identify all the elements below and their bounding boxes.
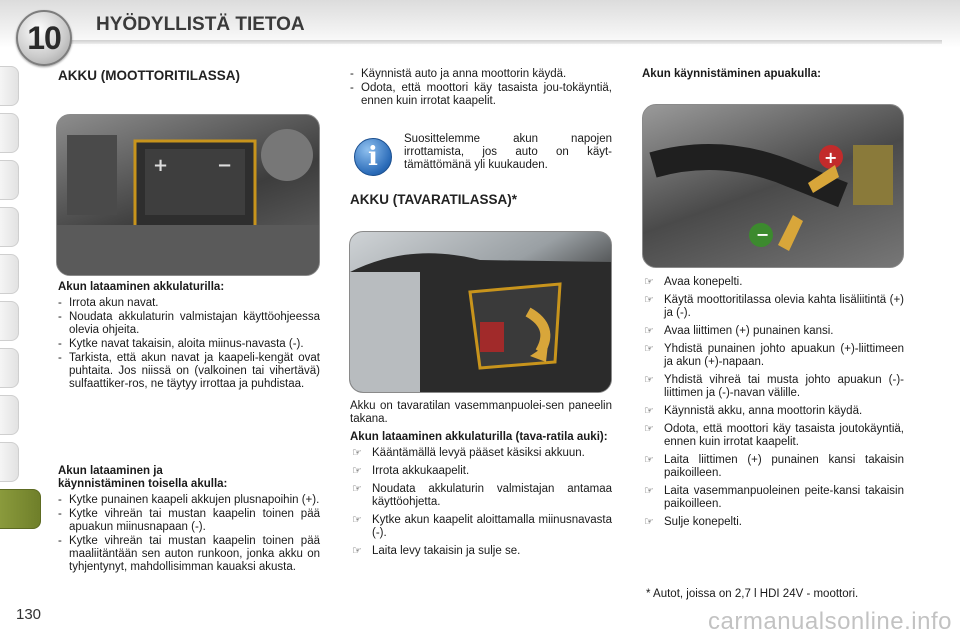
page-number: 130: [16, 606, 42, 623]
restart-step-list: [350, 68, 612, 108]
list-item: ☞ Laita vasemmanpuoleinen peite-kansi takaisin paikoilleen.: [642, 485, 904, 511]
list-item: ☞ Avaa konepelti.: [642, 276, 904, 289]
section-heading-engine-battery: AKKU (MOOTTORITILASSA): [58, 68, 240, 83]
charge-instructions-trunk: [350, 431, 612, 563]
restart-steps: [350, 68, 612, 109]
list-item: - Kytke vihreän tai mustan kaapelin toinen pää apuakun miinusnapaan (-).: [58, 508, 320, 534]
chapter-tab[interactable]: [0, 395, 19, 435]
section-heading-trunk-battery: AKKU (TAVARATILASSA)*: [350, 192, 517, 207]
chapter-tab[interactable]: [0, 348, 19, 388]
svg-text:−: −: [217, 155, 233, 176]
chapter-tab[interactable]: [0, 301, 19, 341]
engine-battery-photo: [56, 114, 320, 276]
trunk-battery-photo: [349, 231, 612, 393]
list-item: - Noudata akkulaturin valmistajan käyttöohjeessa olevia ohjeita.: [58, 311, 320, 337]
svg-text:+: +: [153, 155, 169, 176]
trunk-battery-location: Akku on tavaratilan vasemmanpuolei-sen paneelin takana.: [350, 400, 612, 425]
chapter-tab[interactable]: [0, 113, 19, 153]
chapter-tab[interactable]: [0, 442, 19, 482]
chapter-tab[interactable]: [0, 207, 19, 247]
jump-start-steps: [642, 276, 904, 534]
jump-points-illustration: [643, 105, 903, 267]
list-item: ☞ Avaa liittimen (+) punainen kansi.: [642, 325, 904, 338]
list-item: - Kytke navat takaisin, aloita miinus-navasta (-).: [58, 338, 320, 351]
chapter-badge: 10: [16, 10, 72, 66]
jump-start-step-list: [642, 276, 904, 529]
jump-step-list: [58, 494, 320, 574]
chapter-tab[interactable]: [0, 66, 19, 106]
subheading-charge-trunk: Akun lataaminen akkulaturilla (tava-ratila auki):: [350, 431, 608, 443]
list-item: ☞ Käytä moottoritilassa olevia kahta lisäliitintä (+) ja (-).: [642, 294, 904, 320]
list-item: ☞ Laita liittimen (+) punainen kansi takaisin paikoilleen.: [642, 454, 904, 480]
chapter-tabs: [0, 66, 30, 536]
footnote: * Autot, joissa on 2,7 l HDI 24V - moottori.: [646, 588, 859, 600]
trunk-battery-illustration: [350, 232, 611, 392]
list-item: ☞ Yhdistä punainen johto apuakun (+)-liittimeen ja akun (+)-napaan.: [642, 343, 904, 369]
list-item: ☞ Kytke akun kaapelit aloittamalla miinusnavasta (-).: [350, 514, 612, 540]
list-item: ☞ Odota, että moottori käy tasaista joutokäyntiä, ennen kuin irrotat kaapelit.: [642, 423, 904, 449]
list-item: ☞ Irrota akkukaapelit.: [350, 465, 612, 478]
info-note: Suosittelemme akun napojen irrottamista, jos auto on käyt-tämättömänä yli kuukauden.: [404, 133, 612, 171]
svg-text:−: −: [756, 225, 770, 244]
list-item: - Irrota akun navat.: [58, 297, 320, 310]
list-item: ☞ Yhdistä vihreä tai musta johto apuakun (-)-liittimen ja (-)-navan välille.: [642, 374, 904, 400]
charge-step-list: [58, 297, 320, 391]
list-item: ☞ Sulje konepelti.: [642, 516, 904, 529]
chapter-tab[interactable]: [0, 160, 19, 200]
chapter-tab-active[interactable]: [0, 489, 41, 529]
list-item: - Käynnistä auto ja anna moottorin käydä.: [350, 68, 612, 81]
list-item: - Kytke vihreän tai mustan kaapelin toinen pää maaliitäntään sen auton runkoon, jonka akku on tyhjentynyt, mahdollisimman kauaksi akusta.: [58, 535, 320, 574]
list-item: ☞ Noudata akkulaturin valmistajan antamaa käyttöohjetta.: [350, 483, 612, 509]
list-item: - Tarkista, että akun navat ja kaapeli-kengät ovat puhtaita. Jos niissä on (valkoinen tai vihertävä) sulfaattiker-ros, ne täytyy irrottaa ja puhdistaa.: [58, 352, 320, 391]
info-icon: i: [354, 138, 392, 176]
section-heading-jump-start: Akun käynnistäminen apuakulla:: [642, 68, 821, 80]
svg-text:+: +: [824, 148, 838, 167]
list-item: ☞ Laita levy takaisin ja sulje se.: [350, 545, 612, 558]
page-title: HYÖDYLLISTÄ TIETOA: [96, 14, 305, 35]
engine-battery-illustration: [57, 115, 319, 275]
engine-jump-points-photo: [642, 104, 904, 268]
charge-instructions-engine: [58, 281, 320, 392]
trunk-charge-step-list: [350, 447, 612, 558]
header-rule: [62, 40, 942, 44]
list-item: ☞ Kääntämällä levyä pääset käsiksi akkuun.: [350, 447, 612, 460]
list-item: - Odota, että moottori käy tasaista jou-tokäyntiä, ennen kuin irrotat kaapelit.: [350, 82, 612, 108]
jump-start-instructions: [58, 465, 320, 575]
subheading-charge: Akun lataaminen akkulaturilla:: [58, 281, 225, 293]
list-item: ☞ Käynnistä akku, anna moottorin käydä.: [642, 405, 904, 418]
list-item: - Kytke punainen kaapeli akkujen plusnapoihin (+).: [58, 494, 320, 507]
chapter-tab[interactable]: [0, 254, 19, 294]
watermark: carmanualsonline.info: [708, 608, 952, 635]
subheading-jump-line1: Akun lataaminen ja: [58, 465, 163, 477]
subheading-jump-line2: käynnistäminen toisella akulla:: [58, 478, 228, 490]
